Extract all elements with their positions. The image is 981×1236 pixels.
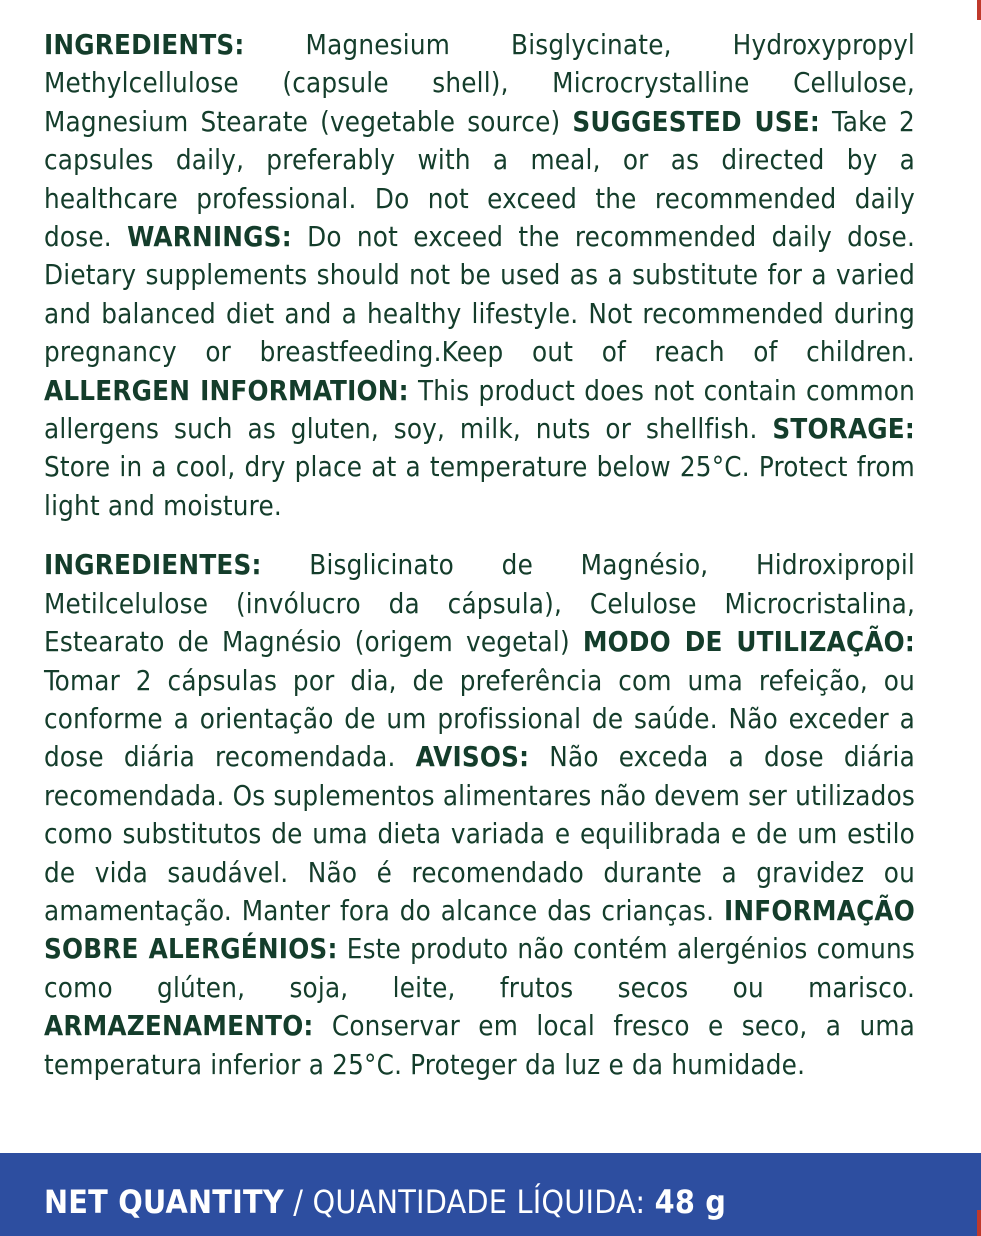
ingredients-heading: INGREDIENTS: (44, 29, 245, 61)
ingredientes-heading: INGREDIENTES: (44, 549, 262, 582)
warnings-heading: WARNINGS: (127, 221, 292, 254)
armazenamento-text: Conservar em local fresco e seco, a uma temperatura inferior a 25°C. Proteger da luz e da humidade. (44, 1010, 915, 1081)
avisos-text: Não exceda a dose diária recomendada. Os suplementos alimentares não devem ser utilizados como substitutos de uma dieta variada e equilibrada e de um estilo de vida saudável. Não é recomendado durante a gravidez ou amamentação. Manter fora do alcance das crianças. (44, 741, 915, 927)
suggested-use-heading: SUGGESTED USE: (572, 105, 820, 138)
corner-accent-top (977, 0, 981, 20)
ingredientes-text: Bisglicinato de Magnésio, Hidroxipropil Metilcelulose (invólucro da cápsula), Celulose Microcristalina, Estearato de Magnésio (origem vegetal) (44, 549, 915, 659)
corner-accent-bottom (977, 1210, 981, 1236)
armazenamento-heading: ARMAZENAMENTO: (44, 1010, 314, 1043)
modo-de-utilizacao-text: Tomar 2 cápsulas por dia, de preferência com uma refeição, ou conforme a orientação de um profissional de saúde. Não exceder a dose diária recomendada. (44, 664, 915, 774)
allergen-heading: ALLERGEN INFORMATION: (44, 374, 409, 407)
modo-de-utilizacao-heading: MODO DE UTILIZAÇÃO: (582, 626, 915, 659)
net-quantity-label: NET QUANTITY (44, 1183, 284, 1221)
english-paragraph (44, 26, 915, 525)
warnings-text: Do not exceed the recommended daily dose. Dietary supplements should not be used as a substitute for a varied and balanced diet and a healthy lifestyle. Not recommended during pregnancy or breastfeeding.Keep out of reach of children. (44, 221, 916, 369)
label-text-block (44, 26, 915, 1084)
alergenios-heading: INFORMAÇÃO SOBRE ALERGÉNIOS: (44, 894, 915, 966)
portuguese-paragraph (44, 546, 915, 1084)
storage-heading: STORAGE: (772, 413, 915, 446)
suggested-use-text: Take 2 capsules daily, preferably with a meal, or as directed by a healthcare professional. Do not exceed the recommended daily dose. (44, 105, 915, 254)
net-quantity-line (44, 1178, 726, 1226)
avisos-heading: AVISOS: (415, 741, 530, 774)
net-quantity-value: 48 g (654, 1183, 727, 1221)
alergenios-text: Este produto não contém alergénios comuns como glúten, soja, leite, frutos secos ou marisco. (44, 933, 915, 1004)
net-quantity-translation: / QUANTIDADE LÍQUIDA: (283, 1183, 655, 1221)
allergen-text: This product does not contain common allergens such as gluten, soy, milk, nuts or shellfish. (44, 374, 916, 446)
storage-text: Store in a cool, dry place at a temperature below 25°C. Protect from light and moisture. (44, 451, 915, 522)
ingredients-text: Magnesium Bisglycinate, Hydroxypropyl Methylcellulose (capsule shell), Microcrystalline Cellulose, Magnesium Stearate (vegetable source) (44, 29, 915, 138)
